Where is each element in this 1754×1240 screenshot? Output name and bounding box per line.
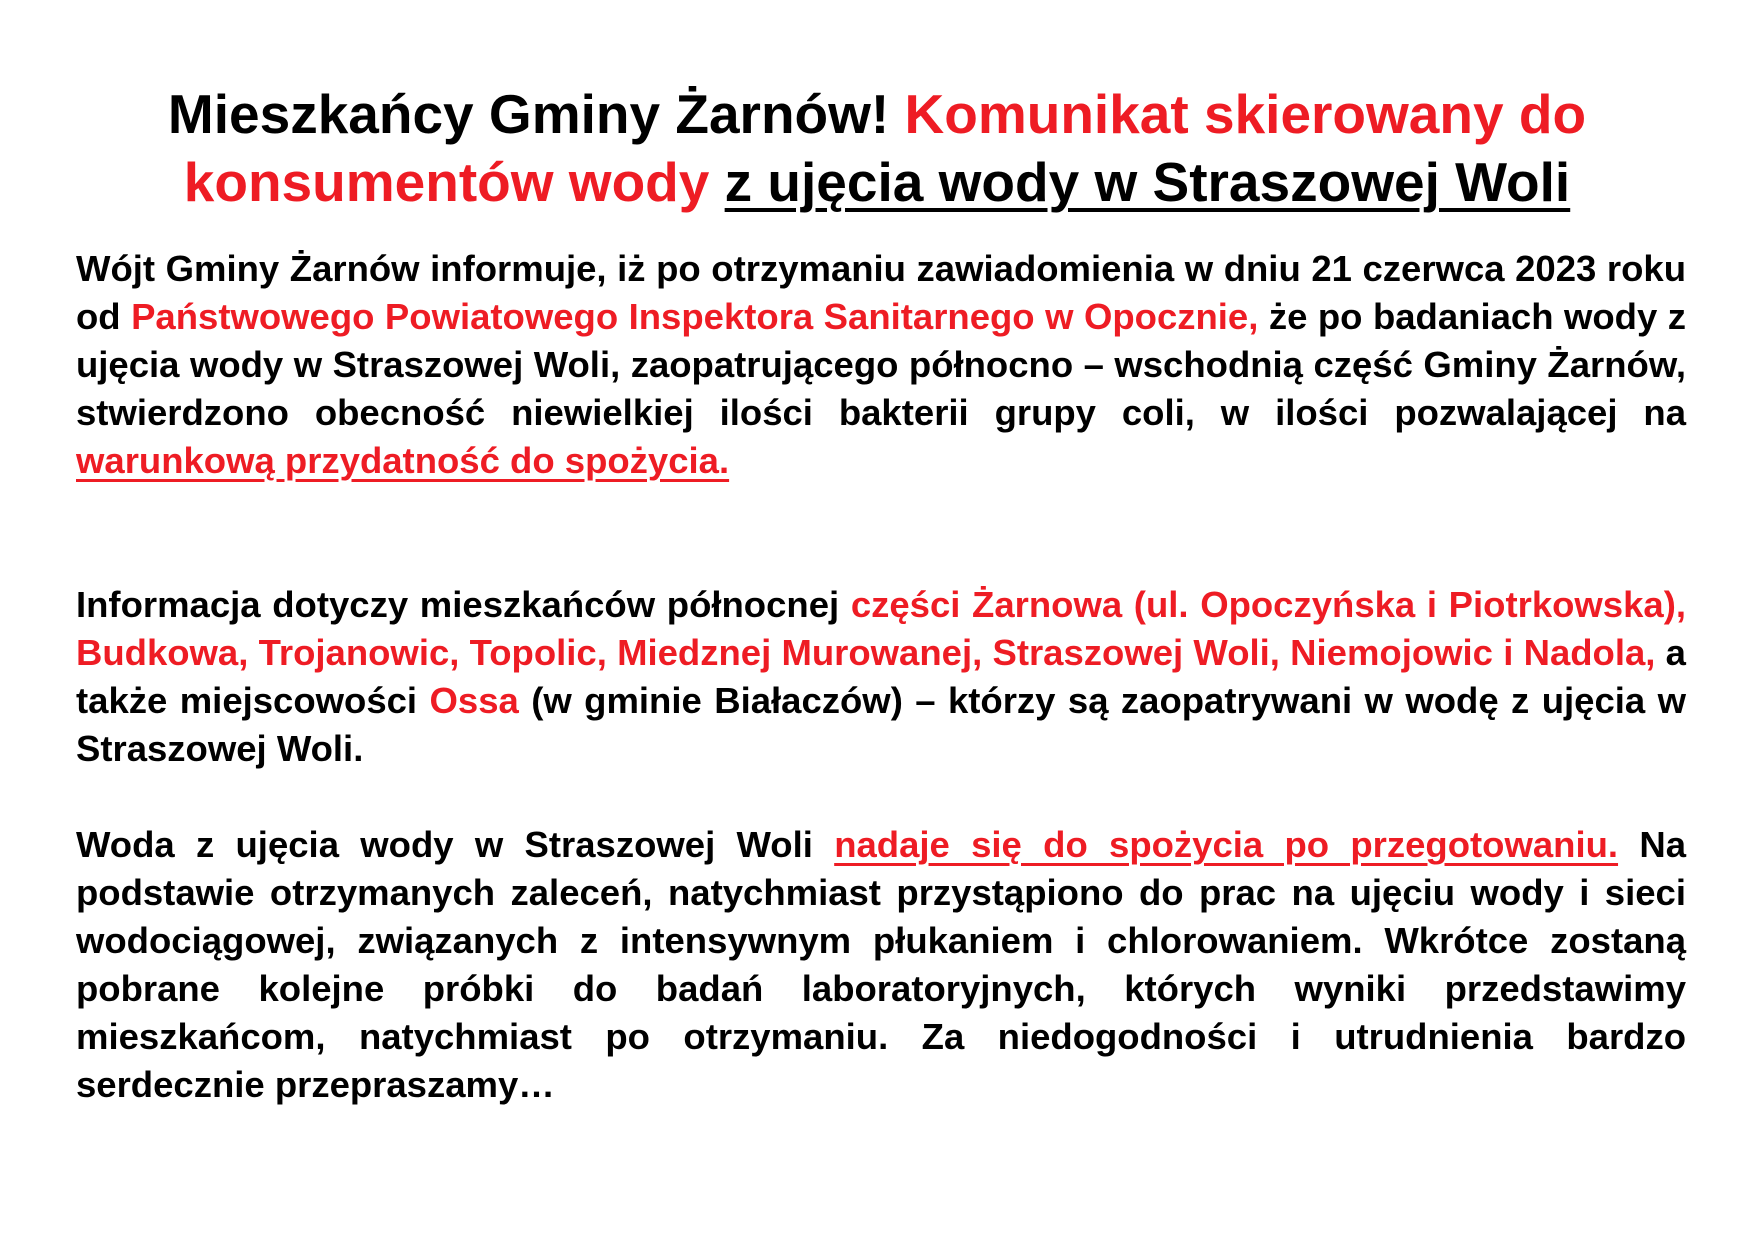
- p1-conditional-suitability: warunkową przydatność do spożycia.: [76, 440, 730, 481]
- announcement-title: [60, 80, 1694, 216]
- p1-inspector: Państwowego Powiatowego Inspektora Sanitarnego w Opocznie,: [131, 296, 1259, 337]
- title-notice: Komunikat skierowany do konsumentów wody: [183, 83, 1587, 213]
- p2-ossa: Ossa: [429, 680, 519, 721]
- p2-also: a także miejscowości: [76, 632, 1686, 721]
- p3-intro: Woda z ujęcia wody w Straszowej Woli: [76, 824, 835, 865]
- p3-actions: Na podstawie otrzymanych zaleceń, natychmiast przystąpiono do prac na ujęciu wody i sieci wodociągowej, związanych z intensywnym płukaniem i chlorowaniem. Wkrótce zostaną pobrane kolejne próbki do badań laboratoryjnych, których wyniki przedstawimy mieszkańcom, natychmiast po otrzymaniu. Za niedogodności i utrudnienia bardzo serdecznie przepraszamy…: [76, 824, 1686, 1105]
- title-greeting: Mieszkańcy Gminy Żarnów!: [167, 83, 905, 145]
- p1-intro: Wójt Gminy Żarnów informuje, iż po otrzymaniu zawiadomienia w dniu 21 czerwca 2023 roku od: [76, 248, 1686, 337]
- p1-findings: że po badaniach wody z ujęcia wody w Straszowej Woli, zaopatrującego północno – wschodnią część Gminy Żarnów, stwierdzono obecność niewielkiej ilości bakterii grupy coli, w ilości pozwalającej na: [76, 296, 1686, 433]
- title-space: [709, 151, 724, 213]
- paragraph-recommendations: [76, 821, 1686, 1109]
- p2-intro: Informacja dotyczy mieszkańców północnej: [76, 584, 851, 625]
- paragraph-notification: [76, 245, 1686, 485]
- paragraph-affected-areas: [76, 581, 1686, 773]
- p2-tail: (w gminie Białaczów) – którzy są zaopatrywani w wodę z ujęcia w Straszowej Woli.: [76, 680, 1686, 769]
- p3-boil-advice: nadaje się do spożycia po przegotowaniu.: [834, 824, 1619, 865]
- p2-localities: części Żarnowa (ul. Opoczyńska i Piotrkowska), Budkowa, Trojanowic, Topolic, Miedznej Murowanej, Straszowej Woli, Niemojowic i Nadola,: [76, 584, 1686, 673]
- title-water-source: z ujęcia wody w Straszowej Woli: [724, 151, 1571, 213]
